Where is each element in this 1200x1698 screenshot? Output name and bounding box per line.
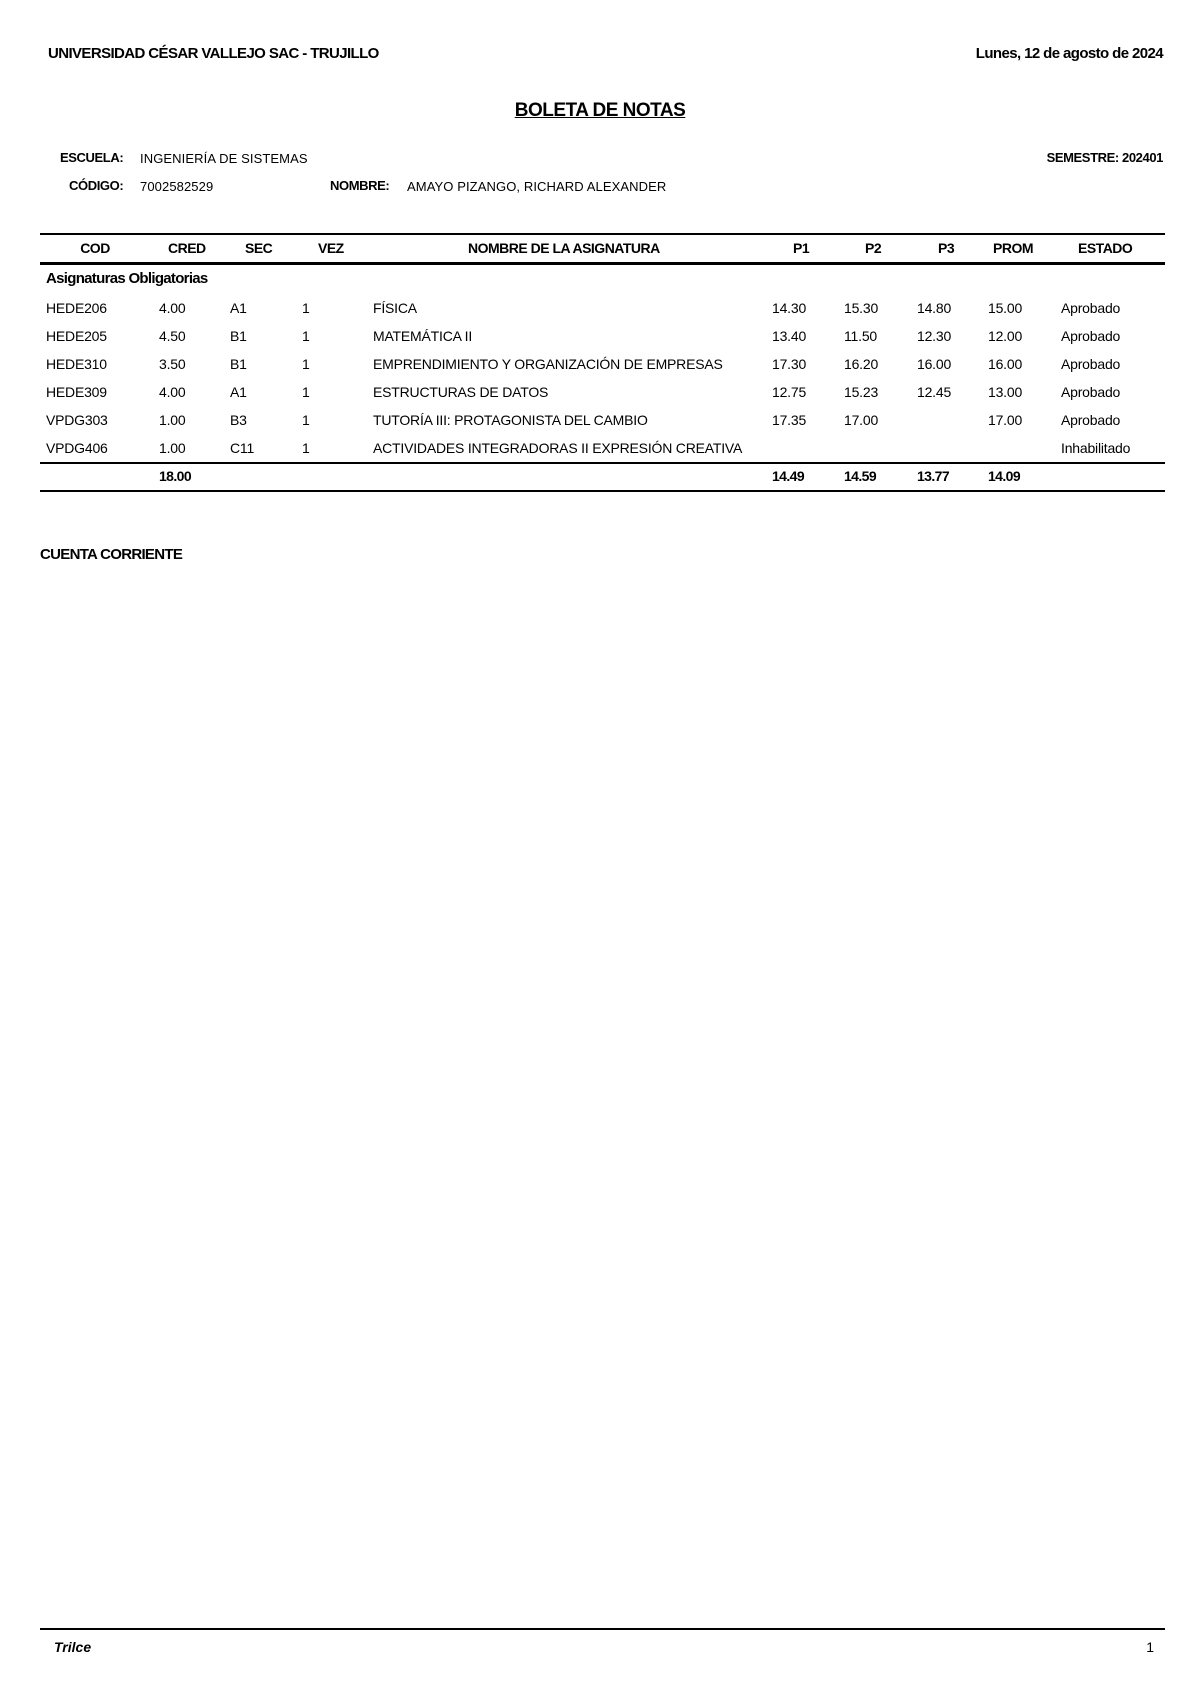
col-vez: VEZ	[318, 240, 344, 256]
cell-p3: 16.00	[917, 356, 952, 372]
codigo-value: 7002582529	[140, 179, 214, 194]
report-date: Lunes, 12 de agosto de 2024	[975, 45, 1163, 62]
footer-rule	[40, 1628, 1165, 1630]
table-totals-rule	[40, 462, 1165, 464]
footer-brand: Trilce	[54, 1639, 92, 1655]
cell-vez: 1	[302, 356, 310, 372]
cell-p2: 17.00	[844, 412, 879, 428]
cell-sec: C11	[230, 440, 255, 456]
table-header-rule	[40, 262, 1165, 265]
nombre-value: AMAYO PIZANGO, RICHARD ALEXANDER	[407, 179, 667, 194]
cell-asignatura: ESTRUCTURAS DE DATOS	[373, 384, 549, 400]
cell-p1: 17.30	[772, 356, 807, 372]
cuenta-corriente-heading: CUENTA CORRIENTE	[40, 546, 183, 563]
cell-cred: 1.00	[159, 440, 186, 456]
cell-cred: 4.50	[159, 328, 186, 344]
cell-estado: Aprobado	[1061, 384, 1121, 400]
cell-estado: Aprobado	[1061, 328, 1121, 344]
cell-cred: 4.00	[159, 384, 186, 400]
cell-cod: VPDG406	[46, 440, 108, 456]
col-sec: SEC	[245, 240, 273, 256]
table-top-rule	[40, 233, 1165, 235]
col-estado: ESTADO	[1078, 240, 1133, 256]
cell-estado: Aprobado	[1061, 300, 1121, 316]
total-p1: 14.49	[772, 468, 805, 484]
cell-vez: 1	[302, 440, 310, 456]
cell-cod: HEDE206	[46, 300, 107, 316]
col-p3: P3	[938, 240, 955, 256]
cell-p1: 14.30	[772, 300, 807, 316]
cell-vez: 1	[302, 384, 310, 400]
cell-sec: B1	[230, 356, 247, 372]
cell-p3: 12.45	[917, 384, 952, 400]
cell-vez: 1	[302, 300, 310, 316]
cell-sec: B1	[230, 328, 247, 344]
page-title: BOLETA DE NOTAS	[514, 100, 686, 121]
col-cod: COD	[80, 240, 110, 256]
cell-prom: 17.00	[988, 412, 1023, 428]
cell-estado: Inhabilitado	[1061, 440, 1131, 456]
cell-vez: 1	[302, 328, 310, 344]
cell-sec: A1	[230, 300, 247, 316]
page-number: 1	[1146, 1639, 1154, 1655]
total-cred: 18.00	[159, 468, 192, 484]
cell-prom: 12.00	[988, 328, 1023, 344]
total-p3: 13.77	[917, 468, 950, 484]
cell-p2: 11.50	[844, 328, 877, 344]
col-p2: P2	[865, 240, 882, 256]
cell-cod: HEDE310	[46, 356, 107, 372]
cell-prom: 13.00	[988, 384, 1023, 400]
cell-asignatura: MATEMÁTICA II	[373, 328, 473, 344]
cell-estado: Aprobado	[1061, 356, 1121, 372]
cell-asignatura: FÍSICA	[373, 300, 417, 316]
university-name: UNIVERSIDAD CÉSAR VALLEJO SAC - TRUJILLO	[48, 45, 379, 62]
cell-sec: A1	[230, 384, 247, 400]
col-cred: CRED	[168, 240, 206, 256]
cell-p1: 12.75	[772, 384, 807, 400]
cell-prom: 16.00	[988, 356, 1023, 372]
cell-vez: 1	[302, 412, 310, 428]
codigo-label: CÓDIGO:	[69, 178, 124, 193]
escuela-label: ESCUELA:	[60, 150, 124, 165]
cell-cod: HEDE205	[46, 328, 107, 344]
semestre: SEMESTRE: 202401	[1046, 150, 1163, 165]
cell-asignatura: EMPRENDIMIENTO Y ORGANIZACIÓN DE EMPRESAS	[373, 356, 723, 372]
cell-p2: 15.23	[844, 384, 879, 400]
cell-p2: 15.30	[844, 300, 879, 316]
cell-cod: HEDE309	[46, 384, 107, 400]
group-label: Asignaturas Obligatorias	[46, 270, 208, 287]
total-p2: 14.59	[844, 468, 877, 484]
cell-cred: 1.00	[159, 412, 186, 428]
nombre-label: NOMBRE:	[330, 178, 390, 193]
cell-estado: Aprobado	[1061, 412, 1121, 428]
table-bottom-rule	[40, 490, 1165, 492]
cell-prom: 15.00	[988, 300, 1023, 316]
col-p1: P1	[793, 240, 810, 256]
total-prom: 14.09	[988, 468, 1021, 484]
cell-p2: 16.20	[844, 356, 879, 372]
cell-cod: VPDG303	[46, 412, 108, 428]
cell-p3: 12.30	[917, 328, 952, 344]
cell-p1: 17.35	[772, 412, 807, 428]
cell-sec: B3	[230, 412, 247, 428]
col-nombre-asignatura: NOMBRE DE LA ASIGNATURA	[468, 240, 660, 256]
cell-asignatura: ACTIVIDADES INTEGRADORAS II EXPRESIÓN CREATIVA	[373, 440, 743, 456]
cell-asignatura: TUTORÍA III: PROTAGONISTA DEL CAMBIO	[373, 412, 648, 428]
cell-cred: 4.00	[159, 300, 186, 316]
escuela-value: INGENIERÍA DE SISTEMAS	[140, 151, 308, 166]
cell-p3: 14.80	[917, 300, 952, 316]
cell-cred: 3.50	[159, 356, 186, 372]
cell-p1: 13.40	[772, 328, 807, 344]
col-prom: PROM	[993, 240, 1033, 256]
